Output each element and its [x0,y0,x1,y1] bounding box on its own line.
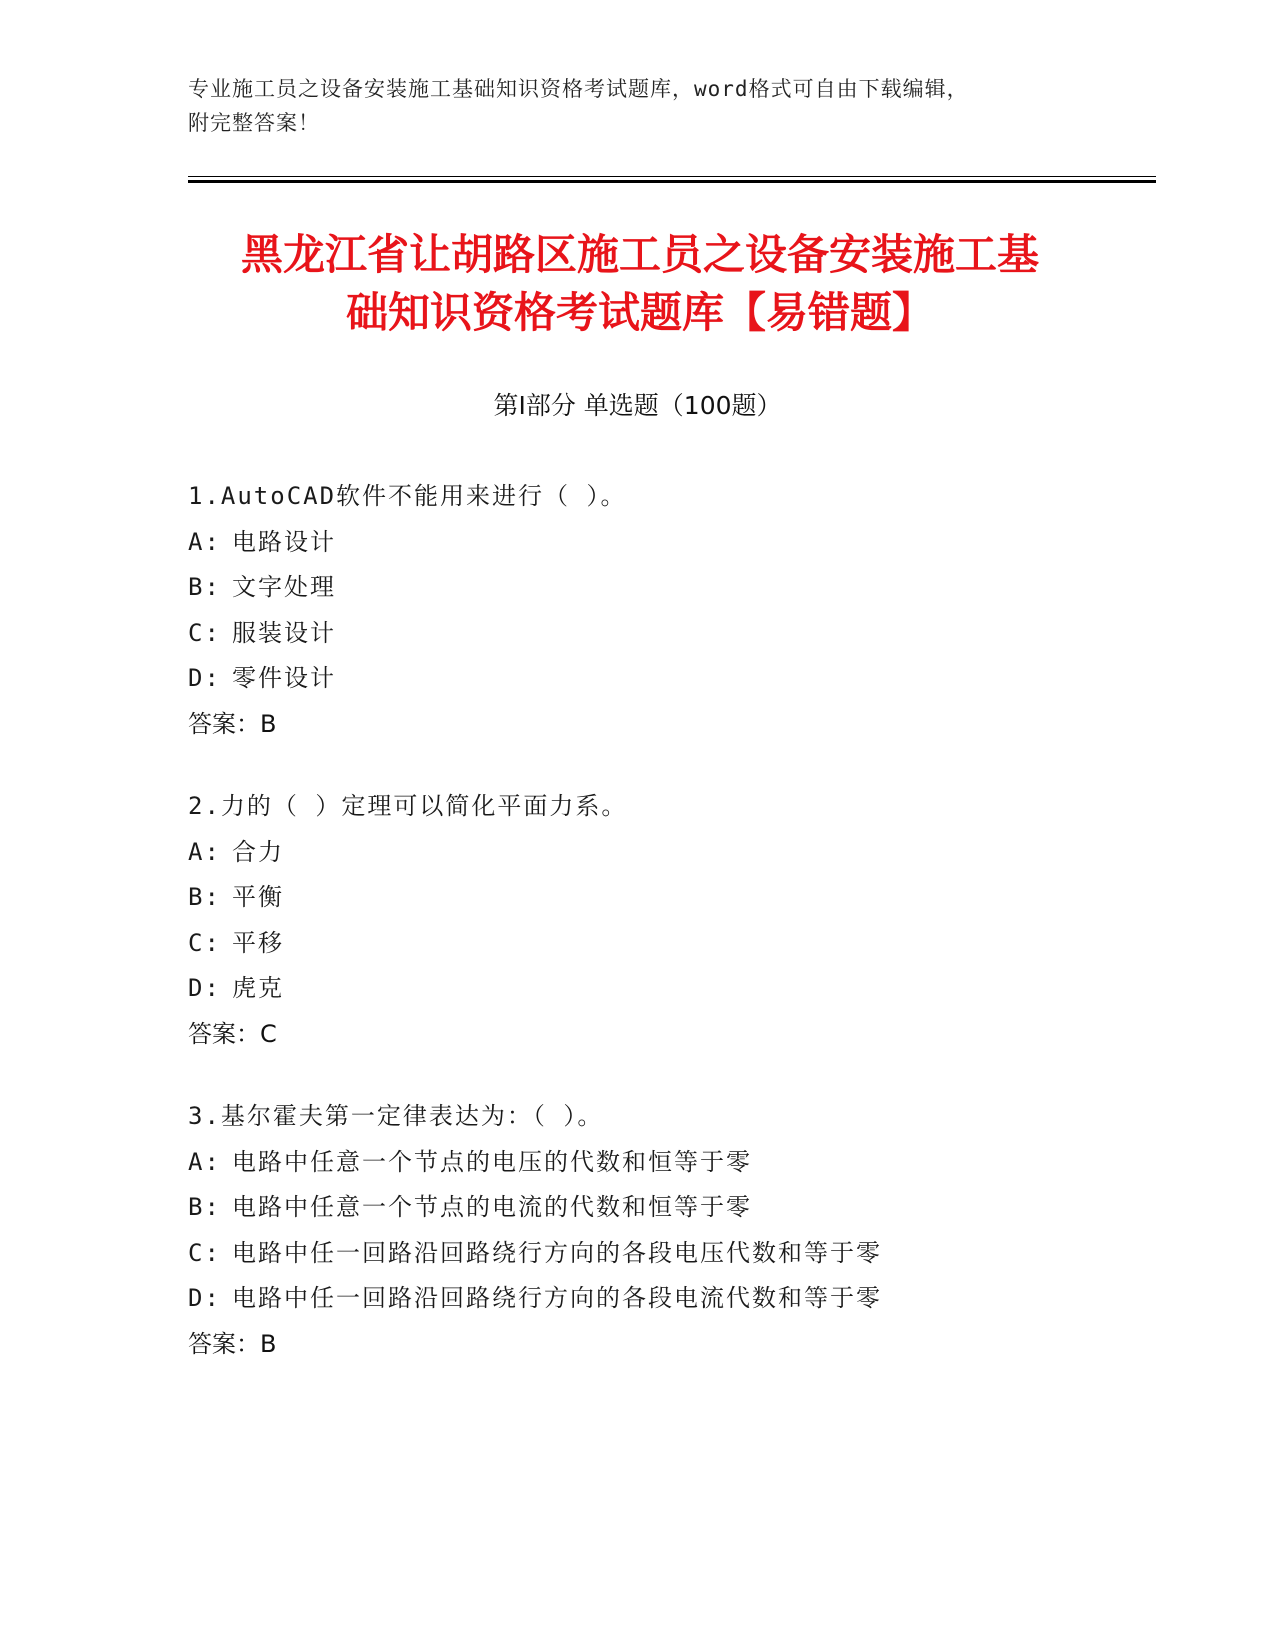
option-b [188,1185,1148,1231]
question-2 [188,784,1148,1057]
option-c [188,611,1148,657]
question-list [188,474,1148,1404]
option-text: 电路中任意一个节点的电流的代数和恒等于零 [232,1193,752,1221]
question-stem: 3.基尔霍夫第一定律表达为：（ ）。 [188,1102,604,1130]
option-text: 虎克 [232,974,284,1002]
header-note-line-1: 专业施工员之设备安装施工基础知识资格考试题库，word格式可自由下载编辑， [188,77,969,101]
option-d [188,656,1148,702]
option-a [188,520,1148,566]
document-title-line-1: 黑龙江省让胡路区施工员之设备安装施工基 [240,230,1039,279]
option-letter: A: [188,837,221,866]
header-note-line-2: 附完整答案！ [188,111,320,135]
option-text: 电路中任意一个节点的电压的代数和恒等于零 [232,1147,752,1176]
option-letter: C: [188,928,221,957]
option-b [188,565,1148,611]
section-heading: 第Ⅰ部分 单选题（100题） [493,391,782,420]
option-b [188,875,1148,921]
option-d [188,1276,1148,1322]
question-stem: 1.AutoCAD软件不能用来进行（ ）。 [188,482,627,510]
option-text: 平衡 [232,883,284,911]
option-text: 文字处理 [232,573,336,601]
document-title-line-2: 础知识资格考试题库【易错题】 [345,288,934,337]
option-letter: C: [188,1238,221,1267]
option-letter: D: [188,974,221,1002]
option-text: 电路中任一回路沿回路绕行方向的各段电压代数和等于零 [232,1238,882,1267]
option-letter: D: [188,1284,221,1312]
option-text: 合力 [232,837,284,866]
answer: 答案：C [188,1019,277,1048]
question-stem: 2.力的（ ）定理可以简化平面力系。 [188,792,628,820]
question-1 [188,474,1148,747]
header-divider-thin [188,176,1156,177]
option-text: 零件设计 [232,664,336,692]
document-title [160,226,1120,342]
header-divider-thick [188,180,1156,183]
option-text: 电路中任一回路沿回路绕行方向的各段电流代数和等于零 [232,1284,882,1312]
option-a [188,830,1148,876]
question-3 [188,1094,1148,1367]
option-letter: A: [188,527,221,556]
option-text: 平移 [232,928,284,957]
option-letter: B: [188,1193,221,1221]
option-letter: D: [188,664,221,692]
option-letter: C: [188,618,221,647]
answer: 答案：B [188,1329,277,1358]
option-letter: B: [188,883,221,911]
option-letter: A: [188,1147,221,1176]
option-c [188,921,1148,967]
option-text: 电路设计 [232,527,336,556]
answer: 答案：B [188,709,277,738]
option-text: 服装设计 [232,618,336,647]
option-d [188,966,1148,1012]
option-a [188,1140,1148,1186]
option-letter: B: [188,573,221,601]
option-c [188,1231,1148,1277]
header-note [188,72,1088,140]
